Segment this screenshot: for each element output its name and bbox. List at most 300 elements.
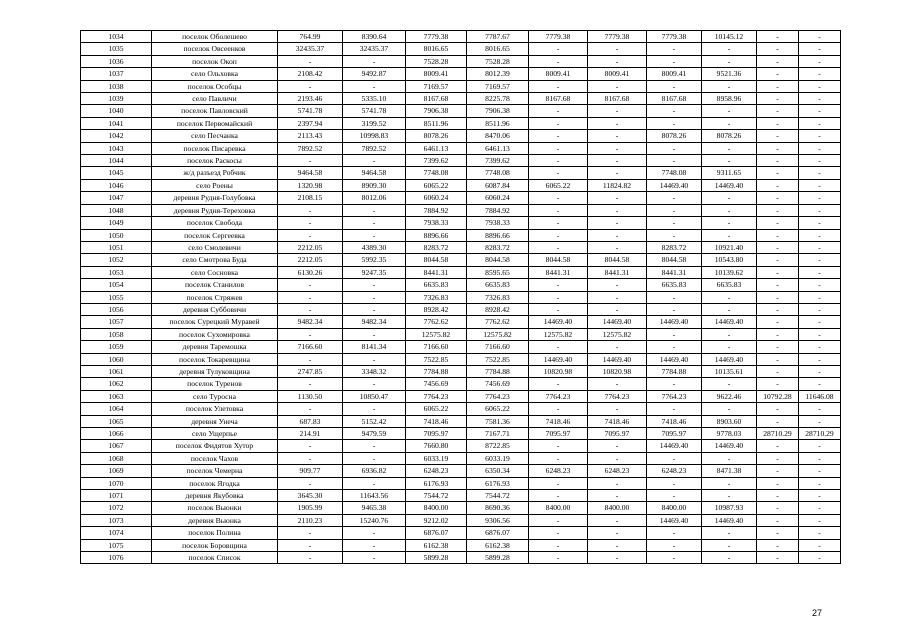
value-cell: 7784.88	[406, 365, 467, 377]
value-cell: -	[799, 502, 841, 514]
value-cell: 2747.85	[278, 365, 343, 377]
value-cell: -	[799, 514, 841, 526]
value-cell: 15240.76	[343, 514, 406, 526]
value-cell: 6162.38	[406, 539, 467, 551]
value-cell: -	[278, 291, 343, 303]
value-cell: -	[757, 303, 799, 315]
value-cell: 7456.69	[467, 378, 529, 390]
value-cell: 12575.82	[467, 328, 529, 340]
value-cell: -	[757, 415, 799, 427]
value-cell: 9465.38	[343, 502, 406, 514]
value-cell: -	[588, 55, 647, 67]
value-cell: 2113.43	[278, 130, 343, 142]
value-cell: 8009.41	[529, 68, 588, 80]
settlement-name-cell: поселок Станилов	[152, 279, 278, 291]
table-row	[81, 353, 841, 365]
value-cell: 14469.40	[702, 440, 757, 452]
value-cell: -	[278, 353, 343, 365]
value-cell: -	[799, 68, 841, 80]
value-cell: -	[647, 490, 702, 502]
value-cell: -	[647, 105, 702, 117]
page-number: 27	[812, 608, 823, 618]
value-cell: -	[529, 105, 588, 117]
row-number-cell: 1066	[81, 428, 152, 440]
value-cell: -	[588, 514, 647, 526]
value-cell: 7938.33	[467, 217, 529, 229]
value-cell: 7764.23	[406, 390, 467, 402]
value-cell: 2397.94	[278, 117, 343, 129]
value-cell: 8283.72	[467, 241, 529, 253]
value-cell: -	[799, 365, 841, 377]
value-cell: -	[529, 440, 588, 452]
value-cell: 6065.22	[406, 403, 467, 415]
value-cell: 10792.28	[757, 390, 799, 402]
value-cell: -	[799, 316, 841, 328]
settlement-name-cell: деревня Суббовичи	[152, 303, 278, 315]
value-cell: -	[799, 105, 841, 117]
value-cell: 7938.33	[406, 217, 467, 229]
value-cell: 8400.00	[406, 502, 467, 514]
table-row	[81, 55, 841, 67]
row-number-cell: 1074	[81, 527, 152, 539]
value-cell: 6876.07	[467, 527, 529, 539]
row-number-cell: 1069	[81, 465, 152, 477]
settlement-name-cell: поселок Свобода	[152, 217, 278, 229]
value-cell: 8690.36	[467, 502, 529, 514]
value-cell: 8044.58	[647, 254, 702, 266]
value-cell: -	[529, 155, 588, 167]
value-cell: 6033.19	[467, 452, 529, 464]
value-cell: 8044.58	[529, 254, 588, 266]
settlement-name-cell: поселок Ягодка	[152, 477, 278, 489]
value-cell: -	[799, 539, 841, 551]
value-cell: -	[799, 204, 841, 216]
value-cell: 7166.60	[406, 341, 467, 353]
value-cell: -	[588, 291, 647, 303]
value-cell: 8470.06	[467, 130, 529, 142]
value-cell: 9482.34	[278, 316, 343, 328]
value-cell: -	[588, 303, 647, 315]
table-row	[81, 403, 841, 415]
value-cell: -	[799, 465, 841, 477]
value-cell: -	[343, 328, 406, 340]
value-cell: 5741.78	[278, 105, 343, 117]
settlement-name-cell: село Песчанка	[152, 130, 278, 142]
settlement-name-cell: поселок Вьюнки	[152, 502, 278, 514]
value-cell: -	[343, 80, 406, 92]
settlement-name-cell: поселок Сергеевка	[152, 229, 278, 241]
value-cell: 10820.98	[529, 365, 588, 377]
value-cell: -	[799, 266, 841, 278]
value-cell: 12575.82	[588, 328, 647, 340]
settlement-name-cell: поселок Токаревщина	[152, 353, 278, 365]
value-cell: 8167.68	[647, 93, 702, 105]
value-cell: -	[278, 229, 343, 241]
table-row	[81, 514, 841, 526]
value-cell: -	[278, 328, 343, 340]
value-cell: 7418.46	[529, 415, 588, 427]
value-cell: 909.77	[278, 465, 343, 477]
value-cell: 10139.62	[702, 266, 757, 278]
table-row	[81, 303, 841, 315]
value-cell: -	[702, 527, 757, 539]
value-cell: -	[799, 490, 841, 502]
value-cell: -	[702, 552, 757, 564]
table-row	[81, 179, 841, 191]
value-cell: -	[588, 378, 647, 390]
row-number-cell: 1034	[81, 31, 152, 43]
value-cell: -	[588, 80, 647, 92]
settlement-name-cell: поселок Боровщина	[152, 539, 278, 551]
value-cell: -	[757, 490, 799, 502]
value-cell: -	[757, 403, 799, 415]
value-cell: -	[702, 403, 757, 415]
row-number-cell: 1065	[81, 415, 152, 427]
value-cell: -	[647, 539, 702, 551]
settlement-name-cell: деревня Таремошка	[152, 341, 278, 353]
value-cell: 8471.38	[702, 465, 757, 477]
value-cell: 8400.00	[588, 502, 647, 514]
value-cell: 8722.85	[467, 440, 529, 452]
value-cell: 14469.40	[647, 353, 702, 365]
settlement-name-cell: поселок Чахов	[152, 452, 278, 464]
value-cell: -	[588, 527, 647, 539]
value-cell: 7787.67	[467, 31, 529, 43]
value-cell: -	[799, 117, 841, 129]
value-cell: 7784.88	[467, 365, 529, 377]
value-cell: 11824.82	[588, 179, 647, 191]
value-cell: 7528.28	[406, 55, 467, 67]
value-cell: 9482.34	[343, 316, 406, 328]
value-cell: -	[529, 55, 588, 67]
table-row	[81, 328, 841, 340]
value-cell: -	[799, 328, 841, 340]
value-cell: -	[647, 403, 702, 415]
value-cell: -	[529, 229, 588, 241]
row-number-cell: 1048	[81, 204, 152, 216]
value-cell: 7748.08	[647, 167, 702, 179]
value-cell: 7748.08	[406, 167, 467, 179]
table-row	[81, 31, 841, 43]
value-cell: -	[757, 93, 799, 105]
value-cell: 3199.52	[343, 117, 406, 129]
value-cell: -	[799, 291, 841, 303]
value-cell: 7762.62	[467, 316, 529, 328]
value-cell: 9464.58	[343, 167, 406, 179]
value-cell: 14469.40	[647, 514, 702, 526]
table-row	[81, 440, 841, 452]
row-number-cell: 1036	[81, 55, 152, 67]
value-cell: -	[278, 217, 343, 229]
value-cell: -	[529, 167, 588, 179]
value-cell: -	[529, 130, 588, 142]
value-cell: 2212.05	[278, 241, 343, 253]
table-row	[81, 490, 841, 502]
value-cell: -	[757, 229, 799, 241]
value-cell: 7418.46	[406, 415, 467, 427]
value-cell: -	[799, 403, 841, 415]
value-cell: -	[343, 452, 406, 464]
value-cell: 6876.07	[406, 527, 467, 539]
table-row	[81, 192, 841, 204]
settlement-name-cell: село Туросна	[152, 390, 278, 402]
value-cell: 2110.23	[278, 514, 343, 526]
value-cell: 10820.98	[588, 365, 647, 377]
row-number-cell: 1040	[81, 105, 152, 117]
table-row	[81, 68, 841, 80]
value-cell: 7892.52	[343, 142, 406, 154]
value-cell: -	[757, 328, 799, 340]
table-row	[81, 452, 841, 464]
value-cell: -	[799, 241, 841, 253]
value-cell: -	[529, 552, 588, 564]
value-cell: 8078.26	[702, 130, 757, 142]
value-cell: -	[799, 80, 841, 92]
row-number-cell: 1053	[81, 266, 152, 278]
table-row	[81, 378, 841, 390]
value-cell: -	[757, 279, 799, 291]
value-cell: 8903.60	[702, 415, 757, 427]
value-cell: -	[278, 80, 343, 92]
value-cell: -	[799, 192, 841, 204]
value-cell: -	[647, 192, 702, 204]
value-cell: -	[757, 204, 799, 216]
value-cell: 9311.65	[702, 167, 757, 179]
value-cell: 5899.28	[406, 552, 467, 564]
value-cell: 11646.08	[799, 390, 841, 402]
value-cell: -	[647, 204, 702, 216]
value-cell: 10850.47	[343, 390, 406, 402]
value-cell: -	[343, 229, 406, 241]
value-cell: 7167.71	[467, 428, 529, 440]
value-cell: -	[757, 155, 799, 167]
value-cell: 8283.72	[406, 241, 467, 253]
settlement-name-cell: деревня Тулуковщина	[152, 365, 278, 377]
value-cell: -	[702, 142, 757, 154]
value-cell: -	[757, 130, 799, 142]
value-cell: -	[647, 477, 702, 489]
value-cell: -	[529, 217, 588, 229]
settlement-name-cell: поселок Чемерна	[152, 465, 278, 477]
value-cell: -	[702, 43, 757, 55]
value-cell: 6162.38	[467, 539, 529, 551]
value-cell: 6350.34	[467, 465, 529, 477]
value-cell: 28710.29	[799, 428, 841, 440]
value-cell: -	[757, 254, 799, 266]
value-cell: 2108.15	[278, 192, 343, 204]
value-cell: 6248.23	[588, 465, 647, 477]
value-cell: -	[702, 155, 757, 167]
settlement-name-cell: поселок Писаревка	[152, 142, 278, 154]
value-cell: -	[647, 55, 702, 67]
value-cell: 7779.38	[647, 31, 702, 43]
value-cell: 7764.23	[588, 390, 647, 402]
value-cell: -	[757, 241, 799, 253]
table-row	[81, 415, 841, 427]
value-cell: 7399.62	[406, 155, 467, 167]
value-cell: -	[588, 241, 647, 253]
value-cell: -	[588, 341, 647, 353]
value-cell: -	[799, 440, 841, 452]
value-cell: -	[702, 55, 757, 67]
table-row	[81, 390, 841, 402]
value-cell: 32435.37	[343, 43, 406, 55]
value-cell: 14469.40	[647, 316, 702, 328]
value-cell: -	[588, 155, 647, 167]
value-cell: 7784.88	[647, 365, 702, 377]
table-row	[81, 80, 841, 92]
value-cell: -	[757, 539, 799, 551]
row-number-cell: 1037	[81, 68, 152, 80]
value-cell: 8958.96	[702, 93, 757, 105]
value-cell: 1905.99	[278, 502, 343, 514]
row-number-cell: 1059	[81, 341, 152, 353]
row-number-cell: 1061	[81, 365, 152, 377]
value-cell: 9492.87	[343, 68, 406, 80]
value-cell: 7544.72	[467, 490, 529, 502]
value-cell: -	[529, 403, 588, 415]
value-cell: 8390.64	[343, 31, 406, 43]
value-cell: -	[647, 43, 702, 55]
value-cell: -	[343, 155, 406, 167]
value-cell: -	[799, 217, 841, 229]
value-cell: -	[799, 303, 841, 315]
value-cell: 7779.38	[529, 31, 588, 43]
value-cell: -	[799, 452, 841, 464]
value-cell: -	[757, 465, 799, 477]
value-cell: -	[757, 80, 799, 92]
row-number-cell: 1049	[81, 217, 152, 229]
value-cell: -	[278, 279, 343, 291]
value-cell: 1130.50	[278, 390, 343, 402]
value-cell: -	[757, 266, 799, 278]
value-cell: 3348.32	[343, 365, 406, 377]
row-number-cell: 1076	[81, 552, 152, 564]
value-cell: -	[799, 167, 841, 179]
value-cell: -	[343, 527, 406, 539]
value-cell: 7748.08	[467, 167, 529, 179]
settlement-name-cell: деревня Унеча	[152, 415, 278, 427]
value-cell: 8400.00	[529, 502, 588, 514]
value-cell: 7326.83	[406, 291, 467, 303]
value-cell: -	[343, 552, 406, 564]
value-cell: -	[588, 142, 647, 154]
value-cell: 7779.38	[406, 31, 467, 43]
settlement-name-cell: село Павличи	[152, 93, 278, 105]
value-cell: -	[647, 378, 702, 390]
value-cell: -	[647, 527, 702, 539]
value-cell: -	[702, 539, 757, 551]
value-cell: 14469.40	[529, 353, 588, 365]
row-number-cell: 1070	[81, 477, 152, 489]
row-number-cell: 1057	[81, 316, 152, 328]
row-number-cell: 1056	[81, 303, 152, 315]
value-cell: -	[343, 291, 406, 303]
value-cell: 6065.22	[467, 403, 529, 415]
table-row	[81, 266, 841, 278]
value-cell: 10998.83	[343, 130, 406, 142]
value-cell: 6461.13	[467, 142, 529, 154]
value-cell: 14469.40	[647, 440, 702, 452]
table-row	[81, 552, 841, 564]
value-cell: -	[757, 316, 799, 328]
value-cell: 14469.40	[702, 514, 757, 526]
row-number-cell: 1068	[81, 452, 152, 464]
value-cell: 6635.83	[702, 279, 757, 291]
row-number-cell: 1058	[81, 328, 152, 340]
value-cell: -	[588, 105, 647, 117]
value-cell: 4389.30	[343, 241, 406, 253]
row-number-cell: 1051	[81, 241, 152, 253]
value-cell: 8167.68	[406, 93, 467, 105]
settlement-name-cell: село Смолевичи	[152, 241, 278, 253]
value-cell: -	[588, 117, 647, 129]
value-cell: 8441.31	[529, 266, 588, 278]
settlement-name-cell: поселок Оболешево	[152, 31, 278, 43]
value-cell: 5741.78	[343, 105, 406, 117]
value-cell: 8141.34	[343, 341, 406, 353]
value-cell: 8012.06	[343, 192, 406, 204]
row-number-cell: 1072	[81, 502, 152, 514]
row-number-cell: 1045	[81, 167, 152, 179]
value-cell: 7581.36	[467, 415, 529, 427]
table-row	[81, 93, 841, 105]
value-cell: 214.91	[278, 428, 343, 440]
value-cell: -	[757, 353, 799, 365]
value-cell: 10145.12	[702, 31, 757, 43]
value-cell: -	[529, 241, 588, 253]
value-cell: -	[757, 105, 799, 117]
settlement-name-cell: деревня Вьюнка	[152, 514, 278, 526]
value-cell: -	[278, 440, 343, 452]
value-cell: 7906.38	[406, 105, 467, 117]
row-number-cell: 1039	[81, 93, 152, 105]
value-cell: 8928.42	[406, 303, 467, 315]
settlement-name-cell: село Роены	[152, 179, 278, 191]
row-number-cell: 1054	[81, 279, 152, 291]
value-cell: -	[647, 229, 702, 241]
value-cell: 7764.23	[529, 390, 588, 402]
value-cell: 12575.82	[529, 328, 588, 340]
value-cell: 7095.97	[647, 428, 702, 440]
value-cell: -	[343, 303, 406, 315]
value-cell: 6936.82	[343, 465, 406, 477]
settlement-name-cell: поселок Раскосы	[152, 155, 278, 167]
value-cell: -	[278, 403, 343, 415]
value-cell: -	[799, 415, 841, 427]
value-cell: 7456.69	[406, 378, 467, 390]
value-cell: -	[529, 477, 588, 489]
value-cell: 7095.97	[529, 428, 588, 440]
value-cell: 8167.68	[588, 93, 647, 105]
value-cell: -	[343, 378, 406, 390]
value-cell: -	[343, 440, 406, 452]
value-cell: -	[757, 365, 799, 377]
value-cell: 6248.23	[529, 465, 588, 477]
value-cell: 7906.38	[467, 105, 529, 117]
value-cell: -	[799, 179, 841, 191]
value-cell: -	[757, 167, 799, 179]
row-number-cell: 1052	[81, 254, 152, 266]
value-cell: 6461.13	[406, 142, 467, 154]
value-cell: 9306.56	[467, 514, 529, 526]
table-row	[81, 527, 841, 539]
value-cell: 6635.83	[467, 279, 529, 291]
row-number-cell: 1046	[81, 179, 152, 191]
value-cell: 8400.00	[647, 502, 702, 514]
value-cell: 6060.24	[467, 192, 529, 204]
settlement-name-cell: поселок Полина	[152, 527, 278, 539]
